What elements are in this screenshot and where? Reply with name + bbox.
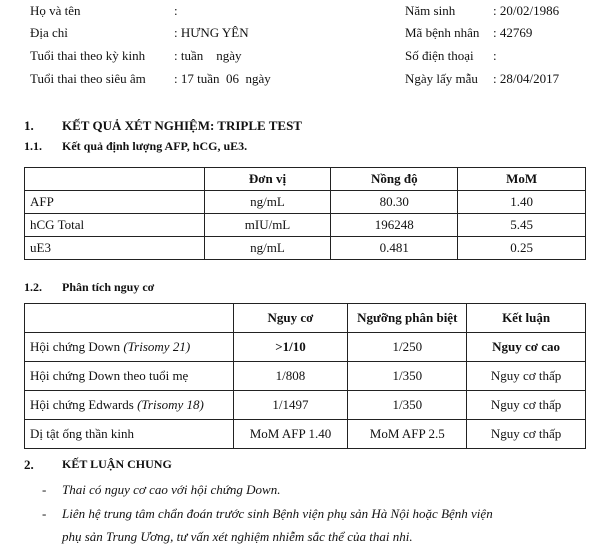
value-lmp-age: : tuần ngày	[174, 48, 242, 63]
cell-risk: 1/808	[233, 362, 348, 391]
cell-analyte: hCG Total	[25, 214, 205, 237]
section-1-number: 1.	[24, 118, 34, 133]
risk-analysis-table	[24, 303, 586, 449]
header-cell	[25, 304, 234, 333]
conclusion-item-continued: phụ sản Trung Ương, tư vấn xét nghiệm nhiễm sắc thể của thai nhi.	[62, 529, 413, 544]
label-patient-id: Mã bệnh nhân	[405, 25, 480, 40]
cell-condition: Hội chứng Edwards (Trisomy 18)	[25, 391, 234, 420]
cell-mom: 0.25	[458, 237, 586, 260]
header-concentration: Nồng độ	[331, 168, 458, 191]
header-cutoff: Ngưỡng phân biệt	[348, 304, 467, 333]
value-name: :	[174, 3, 178, 18]
label-us-age: Tuổi thai theo siêu âm	[30, 71, 146, 86]
cell-cutoff: MoM AFP 2.5	[348, 420, 467, 449]
cell-risk: MoM AFP 1.40	[233, 420, 348, 449]
cell-unit: ng/mL	[204, 237, 331, 260]
label-sample-date: Ngày lấy mẫu	[405, 71, 478, 86]
header-mom: MoM	[458, 168, 586, 191]
table-row	[25, 420, 586, 449]
cell-conclusion: Nguy cơ thấp	[467, 420, 586, 449]
cell-conclusion: Nguy cơ thấp	[467, 362, 586, 391]
table-row	[25, 391, 586, 420]
value-us-age: : 17 tuần 06 ngày	[174, 71, 271, 86]
cell-conclusion: Nguy cơ thấp	[467, 391, 586, 420]
label-lmp-age: Tuổi thai theo kỳ kinh	[30, 48, 146, 63]
cell-unit: ng/mL	[204, 191, 331, 214]
cell-condition: Hội chứng Down theo tuổi mẹ	[25, 362, 234, 391]
cell-condition: Hội chứng Down (Trisomy 21)	[25, 333, 234, 362]
section-1-2-number: 1.2.	[24, 280, 42, 294]
cell-concentration: 0.481	[331, 237, 458, 260]
cell-risk: >1/10	[233, 333, 348, 362]
cell-concentration: 196248	[331, 214, 458, 237]
header-unit: Đơn vị	[204, 168, 331, 191]
header-risk: Nguy cơ	[233, 304, 348, 333]
cell-cutoff: 1/350	[348, 362, 467, 391]
cell-unit: mIU/mL	[204, 214, 331, 237]
table-header-row	[25, 304, 586, 333]
value-phone: :	[493, 48, 497, 63]
cell-conclusion: Nguy cơ cao	[467, 333, 586, 362]
header-conclusion: Kết luận	[467, 304, 586, 333]
cell-mom: 1.40	[458, 191, 586, 214]
cell-cutoff: 1/350	[348, 391, 467, 420]
bullet-dash: -	[42, 482, 47, 497]
bullet-dash: -	[42, 506, 47, 521]
header-cell	[25, 168, 205, 191]
value-address: : HƯNG YÊN	[174, 25, 249, 40]
value-birth-year: : 20/02/1986	[493, 3, 560, 18]
cell-concentration: 80.30	[331, 191, 458, 214]
section-1-title: KẾT QUẢ XÉT NGHIỆM: TRIPLE TEST	[62, 118, 302, 133]
table-header-row	[25, 168, 586, 191]
conclusion-item: Liên hệ trung tâm chẩn đoán trước sinh Bệnh viện phụ sản Hà Nội hoặc Bệnh viện	[62, 506, 493, 521]
value-sample-date: : 28/04/2017	[493, 71, 560, 86]
label-name: Họ và tên	[30, 3, 81, 18]
label-birth-year: Năm sinh	[405, 3, 456, 18]
cell-analyte: uE3	[25, 237, 205, 260]
cell-mom: 5.45	[458, 214, 586, 237]
section-2-number: 2.	[24, 457, 34, 472]
table-row	[25, 237, 586, 260]
label-phone: Số điện thoại	[405, 48, 474, 63]
section-2-title: KẾT LUẬN CHUNG	[62, 457, 172, 471]
conclusion-item: Thai có nguy cơ cao với hội chứng Down.	[62, 482, 281, 497]
section-1-1-title: Kết quả định lượng AFP, hCG, uE3.	[62, 139, 248, 153]
cell-risk: 1/1497	[233, 391, 348, 420]
table-row	[25, 333, 586, 362]
cell-cutoff: 1/250	[348, 333, 467, 362]
table-row	[25, 362, 586, 391]
value-patient-id: : 42769	[493, 25, 533, 40]
quantitative-results-table	[24, 167, 586, 260]
section-1-2-title: Phân tích nguy cơ	[62, 280, 155, 294]
section-1-1-number: 1.1.	[24, 139, 42, 153]
cell-condition: Dị tật ống thần kinh	[25, 420, 234, 449]
table-row	[25, 214, 586, 237]
label-address: Địa chỉ	[30, 25, 68, 40]
table-row	[25, 191, 586, 214]
cell-analyte: AFP	[25, 191, 205, 214]
